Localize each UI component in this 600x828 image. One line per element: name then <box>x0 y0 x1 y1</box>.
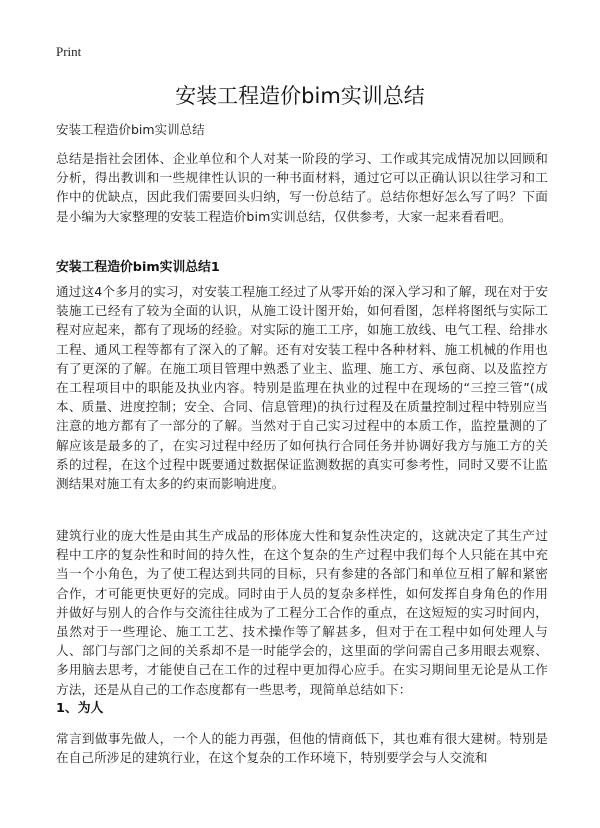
print-link[interactable]: Print <box>56 44 82 59</box>
body-paragraph-2: 建筑行业的庞大性是由其生产成品的形体庞大性和复杂性决定的，这就决定了其生产过程中工序的复杂性和时间的持久性，在这个复杂的生产过程中我们每个人只能在其中充当一个小角色，为了使工程达到共同的目标，只有参建的各部门和单位互相了解和紧密合作，才可能更快更好的完成。同时由于人员的复杂多样性，如何发挥自身角色的作用并做好与别人的合作与交流往往成为了工程分工合作的重点，在这短短的实习时间内，虽然对于一些理论、施工工艺、技术操作等了解甚多，但对于在工程中如何处理人与人、部门与部门之间的关系却不是一时能学会的，这里面的学问需自己多用眼去观察、多用脑去思考，才能使自己在工作的过程中更加得心应手。在实习期间里无论是从工作方法，还是从自己的工作态度都有一些思考，现简单总结如下： <box>56 528 548 697</box>
body-paragraph-1: 通过这4个多月的实习，对安装工程施工经过了从零开始的深入学习和了解，现在对于安装施工已经有了较为全面的认识，从施工设计图开始，如何看图，怎样将图纸与实际工程对应起来，都有了现场的经验。对实际的施工工序，如施工放线、电气工程、给排水工程、通风工程等都有了深入的了解。还有对安装工程中各种材料、施工机械的作用也有了更深的了解。在施工项目管理中熟悉了业主、监理、施工方、承包商、以及监控方在工程项目中的职能及执业内容。特别是监理在执业的过程中在现场的“三控三管”(成本、质量、进度控制；安全、合同、信息管理)的执行过程及在质量控制过程中特别应当注意的地方都有了一部分的了解。当然对于自己实习过程中的本质工作，监控量测的了解应该是最多的了，在实习过程中经历了如何执行合同任务并协调好我方与施工方的关系的过程，在这个过程中既要通过数据保证监测数据的真实可参考性，同时又要不让监测结果对施工有太多的约束而影响进度。 <box>56 284 548 492</box>
intro-paragraph: 总结是指社会团体、企业单位和个人对某一阶段的学习、工作或其完成情况加以回顾和分析，得出教训和一些规律性认识的一种书面材料，通过它可以正确认识以往学习和工作中的优缺点，因此我们需要回头归纳，写一份总结了。总结你想好怎么写了吗？下面是小编为大家整理的安装工程造价bim实训总结，仅供参考，大家一起来看看吧。 <box>56 151 548 224</box>
section-heading-2: 1、为人 <box>56 701 104 716</box>
section-heading-1: 安装工程造价bim实训总结1 <box>56 260 220 275</box>
body-paragraph-3: 常言到做事先做人，一个人的能力再强，但他的情商低下，其也难有很大建树。特别是在自己所涉足的建筑行业，在这个复杂的工作环境下，特别要学会与人交流和 <box>56 731 548 766</box>
document-title: 安装工程造价bim实训总结 <box>175 84 425 108</box>
document-subtitle: 安装工程造价bim实训总结 <box>56 122 205 137</box>
